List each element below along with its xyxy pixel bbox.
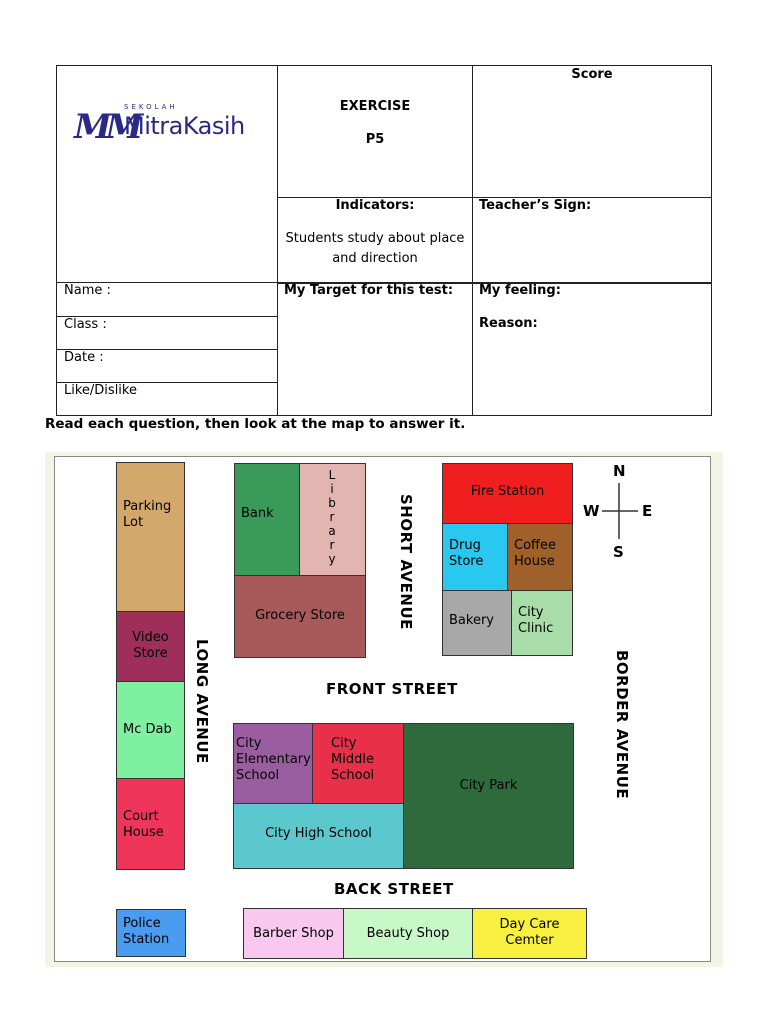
target-cell [277, 282, 473, 416]
compass [580, 461, 655, 561]
teacher-sign-label: Teacher’s Sign: [479, 198, 592, 213]
indicators-label: Indicators: [335, 198, 415, 213]
video-store: Video Store [116, 611, 185, 682]
back-street-label: BACK STREET [334, 880, 454, 898]
compass-east: E [642, 502, 653, 520]
instruction-text: Read each question, then look at the map to answer it. [45, 416, 466, 432]
logo-mark: MM [74, 107, 138, 147]
mc-dab: Mc Dab [116, 681, 185, 779]
city-elementary-school: City Elementary School [233, 723, 313, 804]
header-table [56, 65, 712, 416]
date-label: Date : [64, 350, 104, 365]
exercise-title: EXERCISE [339, 99, 411, 114]
logo-cell [56, 65, 278, 283]
class-label: Class : [64, 317, 107, 332]
beauty-shop: Beauty Shop [343, 908, 473, 959]
city-clinic: City Clinic [511, 590, 573, 656]
logo-small-text: SEKOLAH [124, 103, 178, 111]
compass-south: S [613, 543, 624, 561]
name-label: Name : [64, 283, 111, 298]
long-avenue-label: LONG AVENUE [193, 639, 211, 764]
library-label: Library [328, 468, 336, 566]
barber-shop: Barber Shop [243, 908, 344, 959]
library [299, 463, 366, 576]
city-high-school: City High School [233, 803, 404, 869]
feeling-label: My feeling: [479, 283, 561, 298]
grocery-store: Grocery Store [234, 575, 366, 658]
score-cell [472, 65, 712, 198]
town-map [45, 452, 723, 967]
feeling-cell [472, 282, 712, 416]
drug-store: Drug Store [442, 523, 508, 591]
border-avenue-label: BORDER AVENUE [613, 650, 631, 800]
city-park: City Park [403, 723, 574, 869]
logo-brand-text: MitraKasih [124, 112, 245, 140]
exercise-code: P5 [365, 132, 385, 147]
score-label: Score [571, 67, 613, 82]
like-dislike-label: Like/Dislike [64, 383, 137, 398]
reason-label: Reason: [479, 316, 538, 331]
police-station: Police Station [116, 909, 186, 957]
compass-west: W [583, 502, 600, 520]
bakery: Bakery [442, 590, 512, 656]
parking-lot: Parking Lot [116, 462, 185, 612]
indicators-text: Students study about place and direction [285, 231, 465, 266]
compass-north: N [613, 462, 626, 480]
coffee-house: Coffee House [507, 523, 573, 591]
short-avenue-label: SHORT AVENUE [397, 494, 415, 630]
city-middle-school: City Middle School [312, 723, 404, 804]
map-frame [54, 456, 711, 962]
bank: Bank [234, 463, 300, 576]
target-label: My Target for this test: [284, 283, 454, 298]
school-logo [74, 101, 264, 149]
day-care: Day Care Cemter [472, 908, 587, 959]
fire-station: Fire Station [442, 463, 573, 524]
front-street-label: FRONT STREET [326, 680, 458, 698]
court-house: Court House [116, 778, 185, 870]
